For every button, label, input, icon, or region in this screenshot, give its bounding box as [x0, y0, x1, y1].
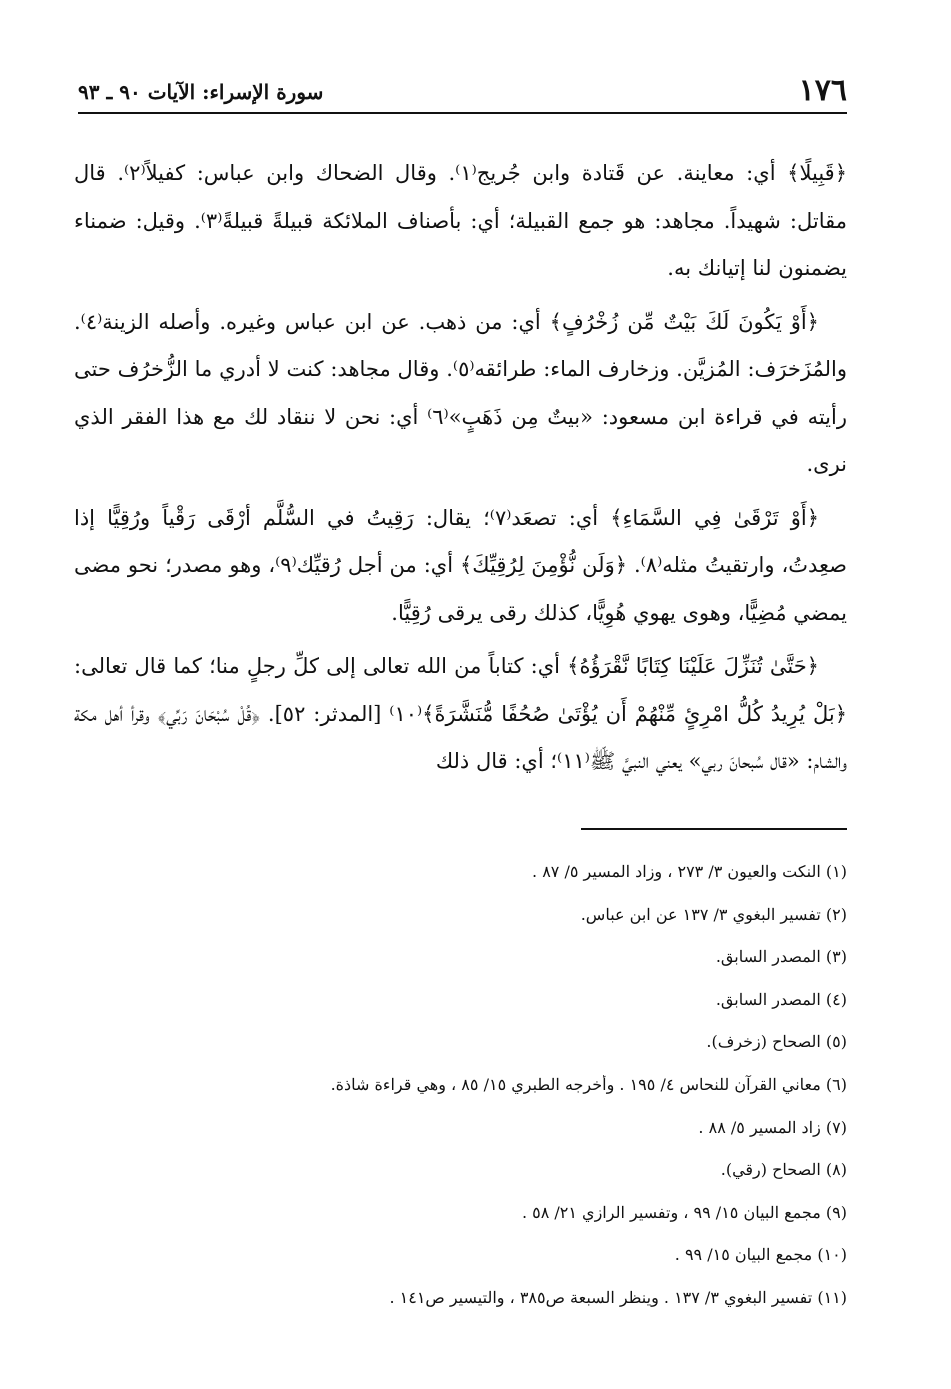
footnote-item: (٥) الصحاح (زخرف). [706, 1032, 847, 1052]
running-title: سورة الإسراء: الآيات ٩٠ ـ ٩٣ [78, 80, 324, 104]
footnote-item: (٢) تفسير البغوي ٣/ ١٣٧ عن ابن عباس. [580, 904, 847, 924]
paragraph-zukhruf: ﴿أَوْ يَكُونَ لَكَ بَيْتٌ مِّن زُخْرُفٍ﴾ أي: من ذهب. عن ابن عباس وغيره. وأصله الزينة⁽٤⁾. والمُزَخرَف: المُزيَّن. وزخارف الماء: طرائقه⁽٥⁾. وقال مجاهد: كنت لا أدري ما الزُّخرُف حتى رأيته في قراءة ابن مسعود: «بيتٌ مِن ذَهَبٍ»⁽٦⁾ أي: نحن لا ننقاد لك مع هذا الفقر الذي نرى. [74, 309, 847, 476]
footnotes-list [74, 862, 847, 1331]
footnote-item: (١٠) مجمع البيان ١٥/ ٩٩ . [674, 1245, 847, 1265]
footnote-item: (٣) المصدر السابق. [715, 947, 847, 967]
footnote-item: (٦) معاني القرآن للنحاس ٤/ ١٩٥ . وأخرجه الطبري ١٥/ ٨٥ ، وهي قراءة شاذة. [330, 1074, 847, 1094]
footnote-item: (٧) زاد المسير ٥/ ٨٨ . [698, 1117, 847, 1137]
paragraph-tarqa: ﴿أَوْ تَرْقَىٰ فِي السَّمَاءِ﴾ أي: تصعَد⁽٧⁾؛ يقال: رَقِيتُ في السُّلَّم أرْقَى رَقْياً ورُقِيًّا إذا صعِدتُ، وارتقيتُ مثله⁽٨⁾. ﴿وَلَن نُّؤْمِنَ لِرُقِيِّكَ﴾ أي: من أجل رُقيِّك⁽٩⁾، وهو مصدر؛ نحو مضى يمضي مُضِيًّا، وهوى يهوي هُوِيًّا، كذلك رقى يرقى رُقِيًّا. [74, 505, 847, 625]
footnote-item: (٨) الصحاح (رقي). [720, 1160, 847, 1180]
footnote-item: (٩) مجمع البيان ١٥/ ٩٩ ، وتفسير الرازي ٢١/ ٥٨ . [521, 1202, 847, 1222]
page-header [78, 62, 847, 114]
footnote-item: (٤) المصدر السابق. [715, 989, 847, 1009]
page-number: ١٧٦ [798, 73, 847, 108]
footnote-item: (١) النكت والعيون ٣/ ٢٧٣ ، وزاد المسير ٥/ ٨٧ . [532, 862, 847, 881]
footnote-item: (١١) تفسير البغوي ٣/ ١٣٧ . وينظر السبعة ص٣٨٥ ، والتيسير ص١٤١ . [389, 1287, 847, 1307]
paragraph-tunazzil: ﴿حَتَّىٰ تُنَزِّلَ عَلَيْنَا كِتَابًا نَّقْرَؤُهُ﴾ أي: كتاباً من الله تعالى إلى كلِّ رجلٍ منا؛ كما قال تعالى: ﴿بَلْ يُرِيدُ كُلُّ امْرِئٍ مِّنْهُمْ أَن يُؤْتَىٰ صُحُفًا مُّنَشَّرَةً﴾⁽١٠⁾ [المدثر: ٥٢]. ﴿قُلْ سُبْحَانَ رَبِّي﴾ وقرأ أهل مكة والشام: «قال سُبحانَ ربي» يعني النبيَّ ﷺ⁽١١⁾؛ أي: قال ذلك [74, 654, 847, 773]
footnote-separator [581, 828, 847, 830]
main-text [74, 150, 847, 792]
paragraph-qabila: ﴿قَبِيلًا﴾ أي: معاينة. عن قَتادة وابن جُريج⁽١⁾. وقال الضحاك وابن عباس: كفيلاً⁽٢⁾. قال مقاتل: شهيداً. مجاهد: هو جمع القبيلة؛ أي: بأصناف الملائكة قبيلةً قبيلةً⁽٣⁾. وقيل: ضمناء يضمنون لنا إتيانك به. [74, 161, 848, 280]
